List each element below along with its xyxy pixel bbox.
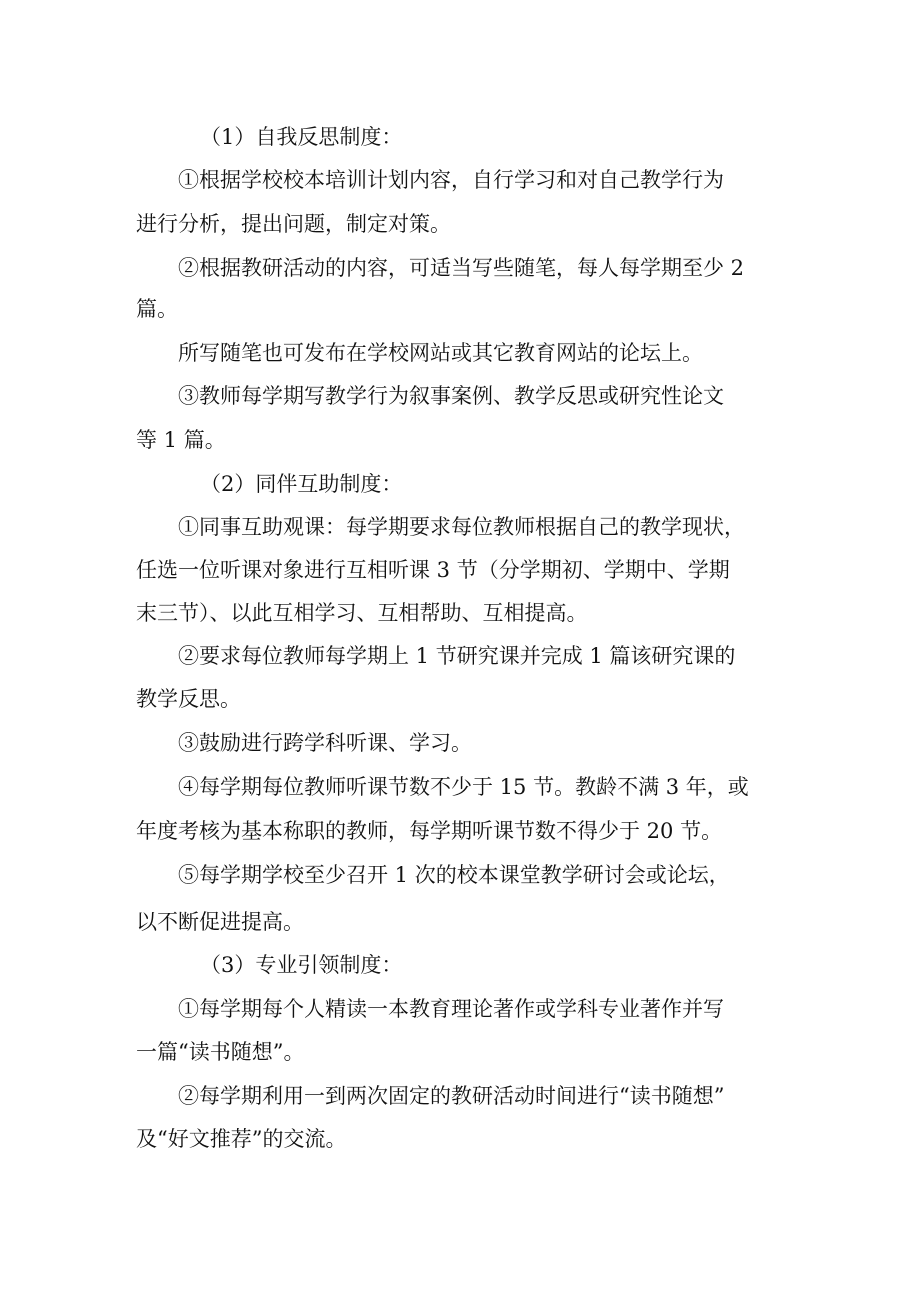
paragraph-line: 任选一位听课对象进行互相听课 3 节（分学期初、学期中、学期 (136, 558, 730, 582)
section-heading-self-reflection: （1）自我反思制度： (200, 125, 403, 149)
paragraph-line: 以不断促进提高。 (136, 910, 304, 934)
paragraph-line: ①同事互助观课：每学期要求每位教师根据自己的教学现状， (178, 515, 745, 539)
paragraph-line: ⑤每学期学校至少召开 1 次的校本课堂教学研讨会或论坛， (178, 863, 730, 887)
paragraph-line: ③鼓励进行跨学科听课、学习。 (178, 731, 472, 755)
paragraph-line: 进行分析，提出问题，制定对策。 (136, 212, 451, 236)
paragraph-line: 教学反思。 (136, 687, 241, 711)
paragraph-line: ①每学期每个人精读一本教育理论著作或学科专业著作并写 (178, 997, 724, 1021)
paragraph-line: ②要求每位教师每学期上 1 节研究课并完成 1 篇该研究课的 (178, 644, 736, 668)
paragraph-line: 一篇“读书随想”。 (136, 1040, 305, 1064)
paragraph-line: ①根据学校校本培训计划内容，自行学习和对自己教学行为 (178, 168, 724, 192)
paragraph-line: 等 1 篇。 (136, 428, 226, 452)
section-heading-peer-support: （2）同伴互助制度： (200, 472, 403, 496)
paragraph-line: 篇。 (136, 297, 178, 321)
paragraph-line: ③教师每学期写教学行为叙事案例、教学反思或研究性论文 (178, 384, 724, 408)
paragraph-line: 末三节）、以此互相学习、互相帮助、互相提高。 (136, 601, 588, 625)
paragraph-line: 所写随笔也可发布在学校网站或其它教育网站的论坛上。 (178, 341, 703, 365)
paragraph-line: ②根据教研活动的内容，可适当写些随笔，每人每学期至少 2 (178, 256, 745, 280)
paragraph-line: ④每学期每位教师听课节数不少于 15 节。教龄不满 3 年，或 (178, 775, 749, 799)
paragraph-line: 及“好文推荐”的交流。 (136, 1127, 347, 1151)
section-heading-professional-guidance: （3）专业引领制度： (200, 953, 403, 977)
paragraph-line: ②每学期利用一到两次固定的教研活动时间进行“读书随想” (178, 1084, 725, 1108)
paragraph-line: 年度考核为基本称职的教师，每学期听课节数不得少于 20 节。 (136, 819, 723, 843)
